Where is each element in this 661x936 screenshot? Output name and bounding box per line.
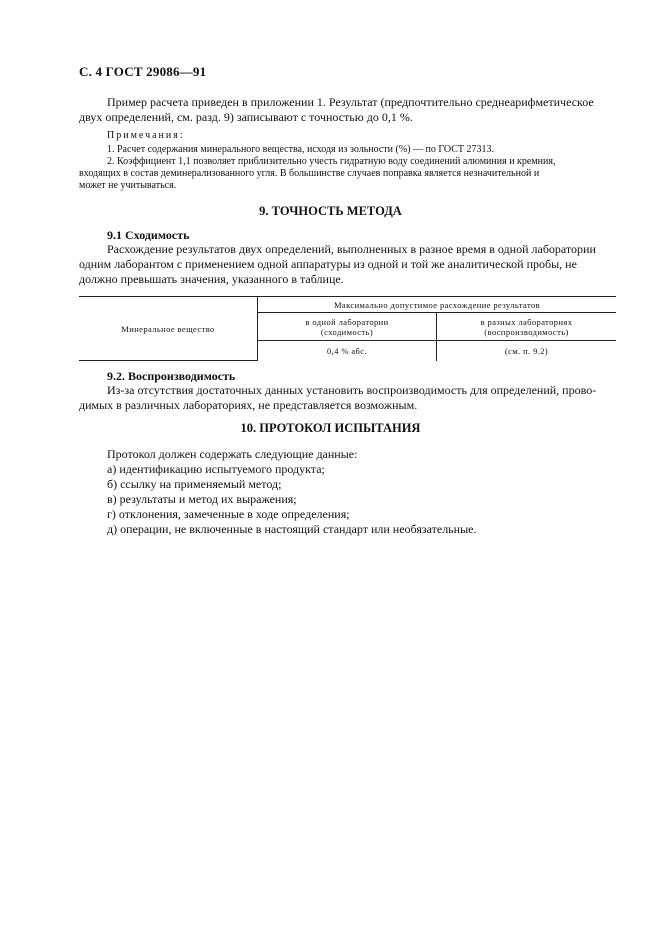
note-2-line-2: входящих в состав деминерализованного угля. В большинстве случаев поправка является незначительной и — [79, 168, 540, 179]
section-9-1-paragraph — [79, 242, 614, 287]
table-header-mineral-substance: Минеральное вещество — [79, 297, 258, 361]
intro-line-1: Пример расчета приведен в приложении 1. Результат (предпочтительно среднеарифметическое — [107, 95, 594, 109]
table-subheader-repeatability — [258, 313, 437, 341]
s9-2-line-1: Из-за отсутствия достаточных данных установить воспроизводимость для определений, прово- — [107, 383, 597, 397]
page-header: С. 4 ГОСТ 29086—91 — [79, 64, 207, 79]
list-item-v: в) результаты и метод их выражения; — [107, 492, 297, 506]
s9-1-line-1: Расхождение результатов двух определений, выполненных в разное время в одной лаборатории — [107, 242, 596, 256]
section-9-title: 9. ТОЧНОСТЬ МЕТОДА — [259, 204, 402, 218]
note-2-line-1: 2. Коэффициент 1,1 позволяет приблизительно учесть гидратную воду соединений алюминия и кремния, — [107, 156, 556, 167]
s9-1-line-2: одним лаборантом с применением одной аппаратуры из одной и той же аналитической пробы, не — [79, 257, 577, 271]
s10-intro-line: Протокол должен содержать следующие данные: — [107, 447, 358, 461]
tolerance-table — [79, 296, 616, 361]
notes-block — [79, 130, 614, 192]
list-item-d: д) операции, не включенные в настоящий стандарт или необязательные. — [107, 522, 477, 536]
intro-line-2: двух определений, см. разд. 9) записывают с точностью до 0,1 %. — [79, 110, 413, 124]
notes-title: Примечания: — [107, 130, 185, 141]
list-item-g: г) отклонения, замеченные в ходе определения; — [107, 507, 350, 521]
section-9-2-title: 9.2. Воспроизводимость — [107, 369, 236, 383]
s9-1-line-3: должно превышать значения, указанного в таблице. — [79, 272, 344, 286]
list-item-a: а) идентификацию испытуемого продукта; — [107, 462, 325, 476]
s9-2-line-2: димых в различных лабораториях, не представляется возможным. — [79, 398, 418, 412]
table-cell-repeatability-value: 0,4 % абс. — [258, 341, 437, 361]
section-10-intro — [79, 447, 614, 462]
table-group-header: Максимально допустимое расхождение результатов — [258, 297, 617, 313]
table-cell-reproducibility-value: (см. п. 9.2) — [437, 341, 617, 361]
subheader-reproducibility-line-1: в разных лабораториях — [480, 316, 573, 327]
section-10-title: 10. ПРОТОКОЛ ИСПЫТАНИЯ — [240, 421, 421, 435]
intro-paragraph — [79, 95, 614, 125]
note-1: 1. Расчет содержания минерального вещества, исходя из зольности (%) — по ГОСТ 27313. — [107, 144, 495, 155]
subheader-reproducibility-line-2: (воспроизводимость) — [484, 326, 569, 337]
section-9-1-title: 9.1 Сходимость — [107, 228, 190, 242]
list-item-b: б) ссылку на применяемый метод; — [107, 477, 282, 491]
subheader-repeatability-line-1: в одной лаборатории — [305, 316, 389, 327]
subheader-repeatability-line-2: (сходимость) — [320, 326, 374, 337]
table-subheader-reproducibility — [437, 313, 617, 341]
note-2-line-3: может не учитываться. — [79, 180, 177, 191]
section-9-2-paragraph — [79, 383, 614, 413]
